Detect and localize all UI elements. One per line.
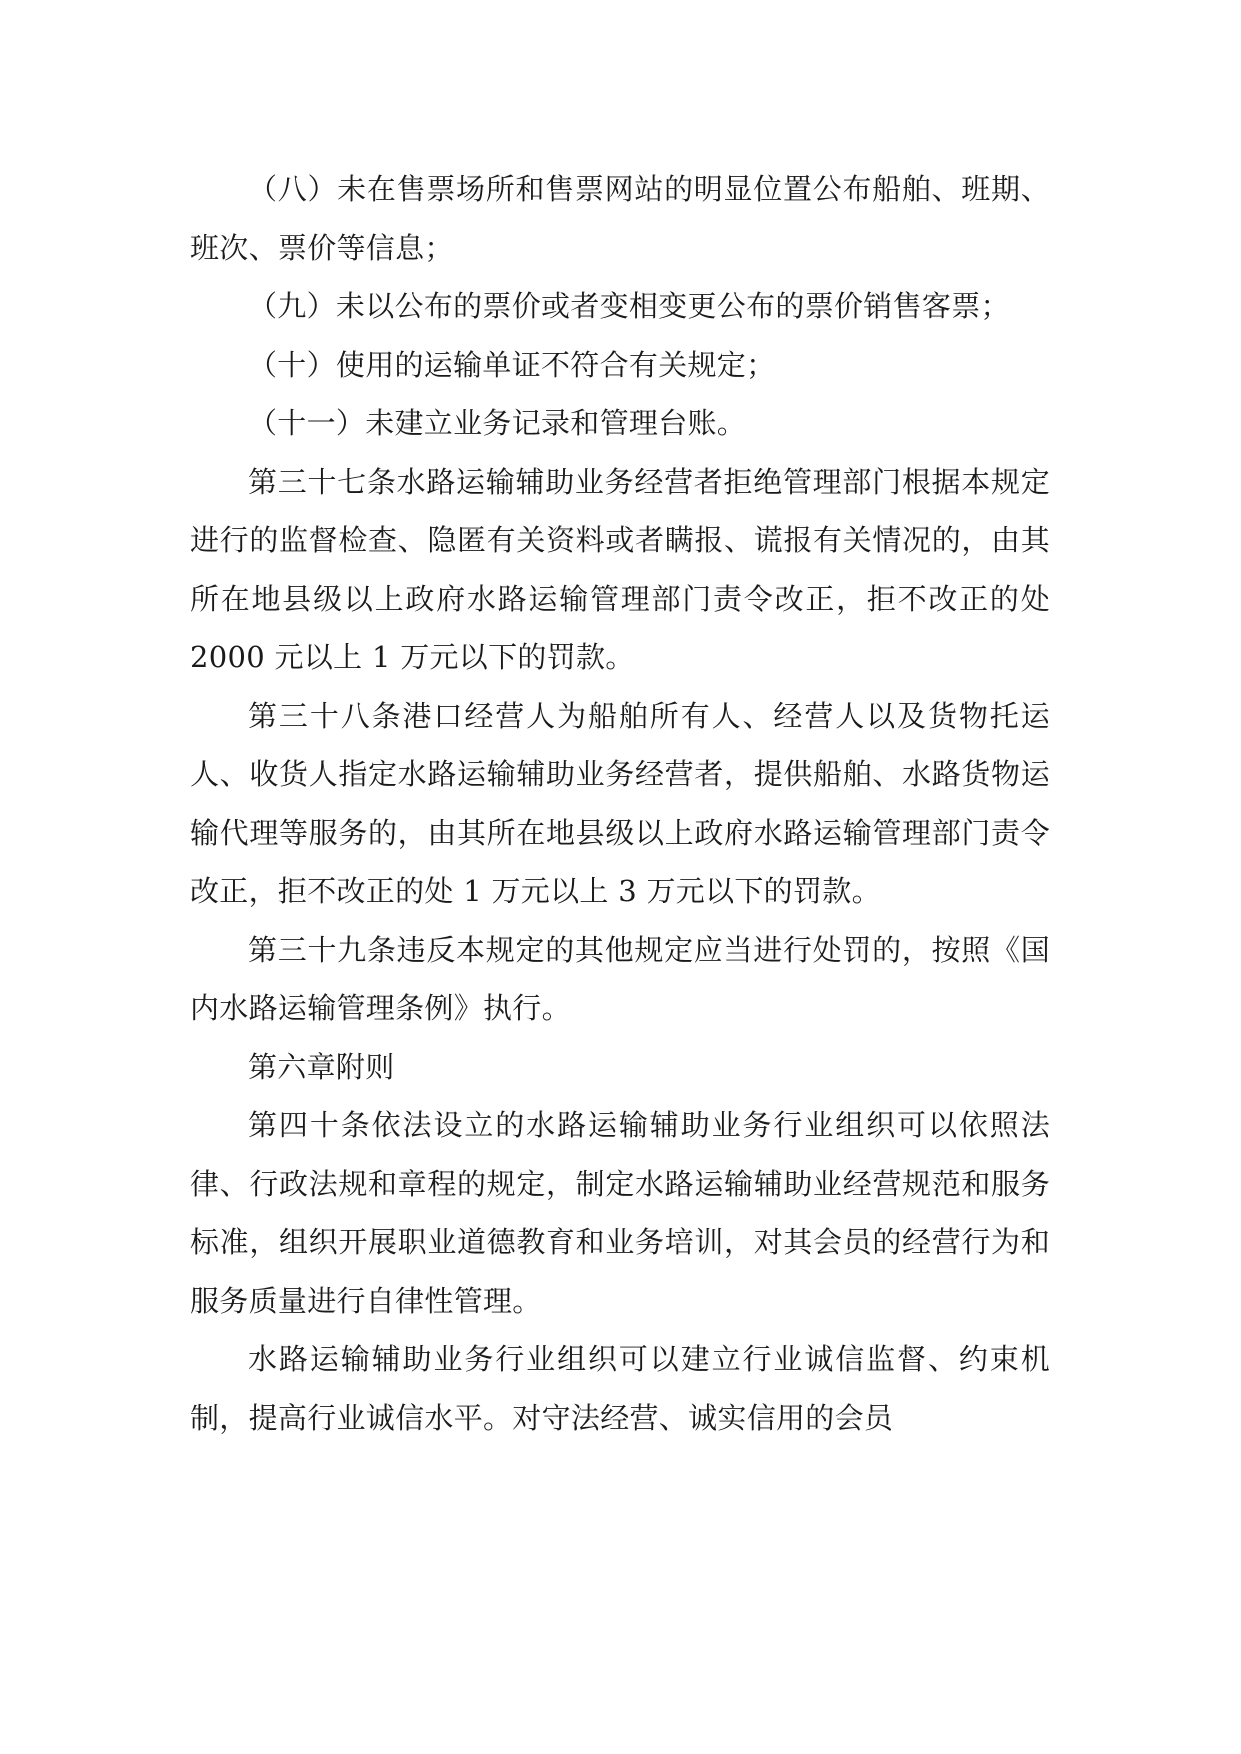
paragraph-article-39: 第三十九条违反本规定的其他规定应当进行处罚的，按照《国内水路运输管理条例》执行。 xyxy=(190,932,1050,1025)
paragraph-item-11: （十一）未建立业务记录和管理台账。 xyxy=(248,406,747,440)
paragraph-item-9: （九）未以公布的票价或者变相变更公布的票价销售客票； xyxy=(248,289,1010,323)
chapter-heading: 第六章附则 xyxy=(248,1049,395,1084)
paragraph-item-10: （十）使用的运输单证不符合有关规定； xyxy=(248,347,776,382)
paragraph-article-40: 第四十条依法设立的水路运输辅助业务行业组织可以依照法律、行政法规和章程的规定，制定水路运输辅助业经营规范和服务标准，组织开展职业道德教育和业务培训，对其会员的经营行为和服务质量进行自律性管理。 xyxy=(190,1108,1050,1318)
document-body xyxy=(190,160,1050,1447)
paragraph-item-8: （八）未在售票场所和售票网站的明显位置公布船舶、班期、班次、票价等信息； xyxy=(190,172,1050,265)
paragraph-article-40-cont: 水路运输辅助业务行业组织可以建立行业诚信监督、约束机制，提高行业诚信水平。对守法经营、诚实信用的会员 xyxy=(190,1342,1050,1435)
paragraph-article-37: 第三十七条水路运输辅助业务经营者拒绝管理部门根据本规定进行的监督检查、隐匿有关资料或者瞒报、谎报有关情况的，由其所在地县级以上政府水路运输管理部门责令改正，拒不改正的处 2000 元以上 1 万元以下的罚款。 xyxy=(190,464,1050,674)
paragraph-article-38: 第三十八条港口经营人为船舶所有人、经营人以及货物托运人、收货人指定水路运输辅助业务经营者，提供船舶、水路货物运输代理等服务的，由其所在地县级以上政府水路运输管理部门责令改正，拒不改正的处 1 万元以上 3 万元以下的罚款。 xyxy=(190,698,1050,908)
